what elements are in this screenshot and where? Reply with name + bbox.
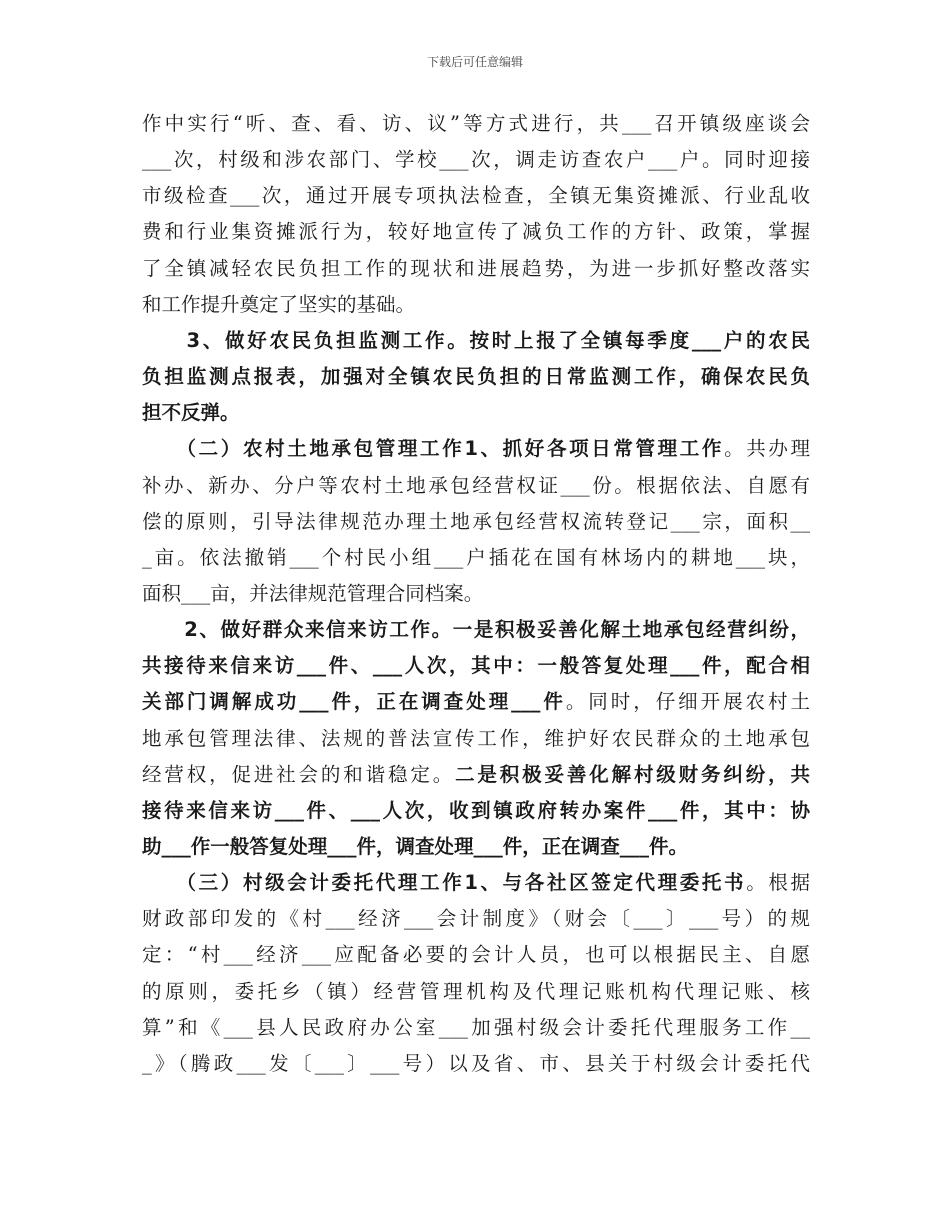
text-segment: _亩。依法撤销___个村民小组___户插花在国有林场内的耕地___块，: [142, 545, 810, 569]
text-segment: 。同时，仔细开展农村土: [565, 690, 810, 714]
text-line: [142, 975, 810, 1009]
text-line: [142, 577, 810, 611]
bold-text: 3、做好农民负担监测工作。按时上报了全镇每季度___户的农民: [142, 328, 810, 352]
text-segment: 偿的原则，引导法律规范办理土地承包经营权流转登记___宗，面积__: [142, 509, 810, 533]
text-segment: 定：“村___经济___应配备必要的会计人员，也可以根据民主、自愿: [142, 943, 810, 967]
text-line: [142, 324, 810, 358]
text-line: [142, 215, 810, 249]
bold-text: 助___作一般答复处理___件，调查处理___件，正在调查___件。: [142, 835, 689, 858]
text-segment: 市级检查___次，通过开展专项执法检查，全镇无集资摊派、行业乱收: [142, 184, 810, 208]
text-segment: _》（腾政___发〔___〕___号）以及省、市、县关于村级会计委托代: [142, 1051, 810, 1075]
text-segment: 补办、新办、分户等农村土地承包经营权证___份。根据依法、自愿有: [142, 473, 810, 497]
text-segment: 地承包管理法律、法规的普法宣传工作，维护好农民群众的土地承包: [142, 726, 810, 750]
bold-text: 负担监测点报表，加强对全镇农民负担的日常监测工作，确保农民负: [142, 365, 810, 389]
text-segment: 费和行业集资摊派行为，较好地宣传了减负工作的方针、政策，掌握: [142, 220, 810, 244]
bold-text: 接待来信来访___件、___人次，收到镇政府转办案件___件，其中：协: [142, 798, 810, 822]
bold-text: 二是积极妥善化解村级财务纠纷，共: [455, 762, 810, 786]
text-line: [142, 866, 810, 900]
text-line: [142, 541, 810, 575]
text-line: [142, 938, 810, 972]
bold-text: （三）村级会计委托代理工作1、与各社区签定代理委托书: [142, 871, 747, 895]
bold-text: 共接待来信来访___件、___人次，其中：一般答复处理___件，配合相: [142, 654, 810, 678]
text-line: [142, 360, 810, 394]
text-line: [142, 505, 810, 539]
text-line: [142, 252, 810, 286]
text-line: [142, 649, 810, 683]
text-line: [142, 1011, 810, 1045]
text-segment: 。共办理: [724, 437, 810, 461]
text-segment: 经营权，促进社会的和谐稳定。: [142, 762, 456, 786]
text-line: [142, 432, 810, 466]
bold-text: （二）农村土地承包管理工作1、抓好各项日常管理工作: [142, 437, 725, 461]
text-segment: 算”和《___县人民政府办公室___加强村级会计委托代理服务工作__: [142, 1015, 810, 1039]
text-segment: 作中实行“听、查、看、访、议”等方式进行，共___召开镇级座谈会: [142, 112, 810, 135]
text-line: [142, 902, 810, 936]
text-line: [142, 107, 810, 141]
page-header: 下载后可任意编辑: [426, 55, 523, 69]
text-line: [142, 758, 810, 792]
text-line: [142, 722, 810, 756]
text-line: [142, 396, 810, 430]
text-line: [142, 685, 810, 719]
text-segment: 财政部印发的《村___经济___会计制度》（财会〔___〕___号）的规: [142, 907, 810, 931]
text-line: [142, 613, 810, 647]
text-line: [142, 179, 810, 213]
text-segment: 的原则，委托乡（镇）经营管理机构及代理记账机构代理记账、核: [142, 979, 810, 1003]
text-segment: ___次，村级和涉农部门、学校___次，调走访查农户___户。同时迎接: [142, 148, 810, 172]
bold-text: 关部门调解成功___件，正在调查处理___件: [142, 690, 566, 714]
text-line: [142, 1047, 810, 1081]
text-line: [142, 288, 810, 322]
text-segment: 和工作提升奠定了坚实的基础。: [142, 292, 416, 316]
text-line: [142, 830, 810, 864]
bold-text: 担不反弹。: [142, 401, 240, 425]
text-segment: 。根据: [746, 871, 810, 895]
text-segment: 面积___亩，并法律规范管理合同档案。: [142, 581, 484, 605]
text-line: [142, 469, 810, 503]
text-line: [142, 143, 810, 177]
text-segment: 了全镇减轻农民负担工作的现状和进展趋势，为进一步抓好整改落实: [142, 256, 810, 280]
text-line: [142, 794, 810, 828]
bold-text: 2、做好群众来信来访工作。一是积极妥善化解土地承包经营纠纷，: [142, 618, 810, 642]
